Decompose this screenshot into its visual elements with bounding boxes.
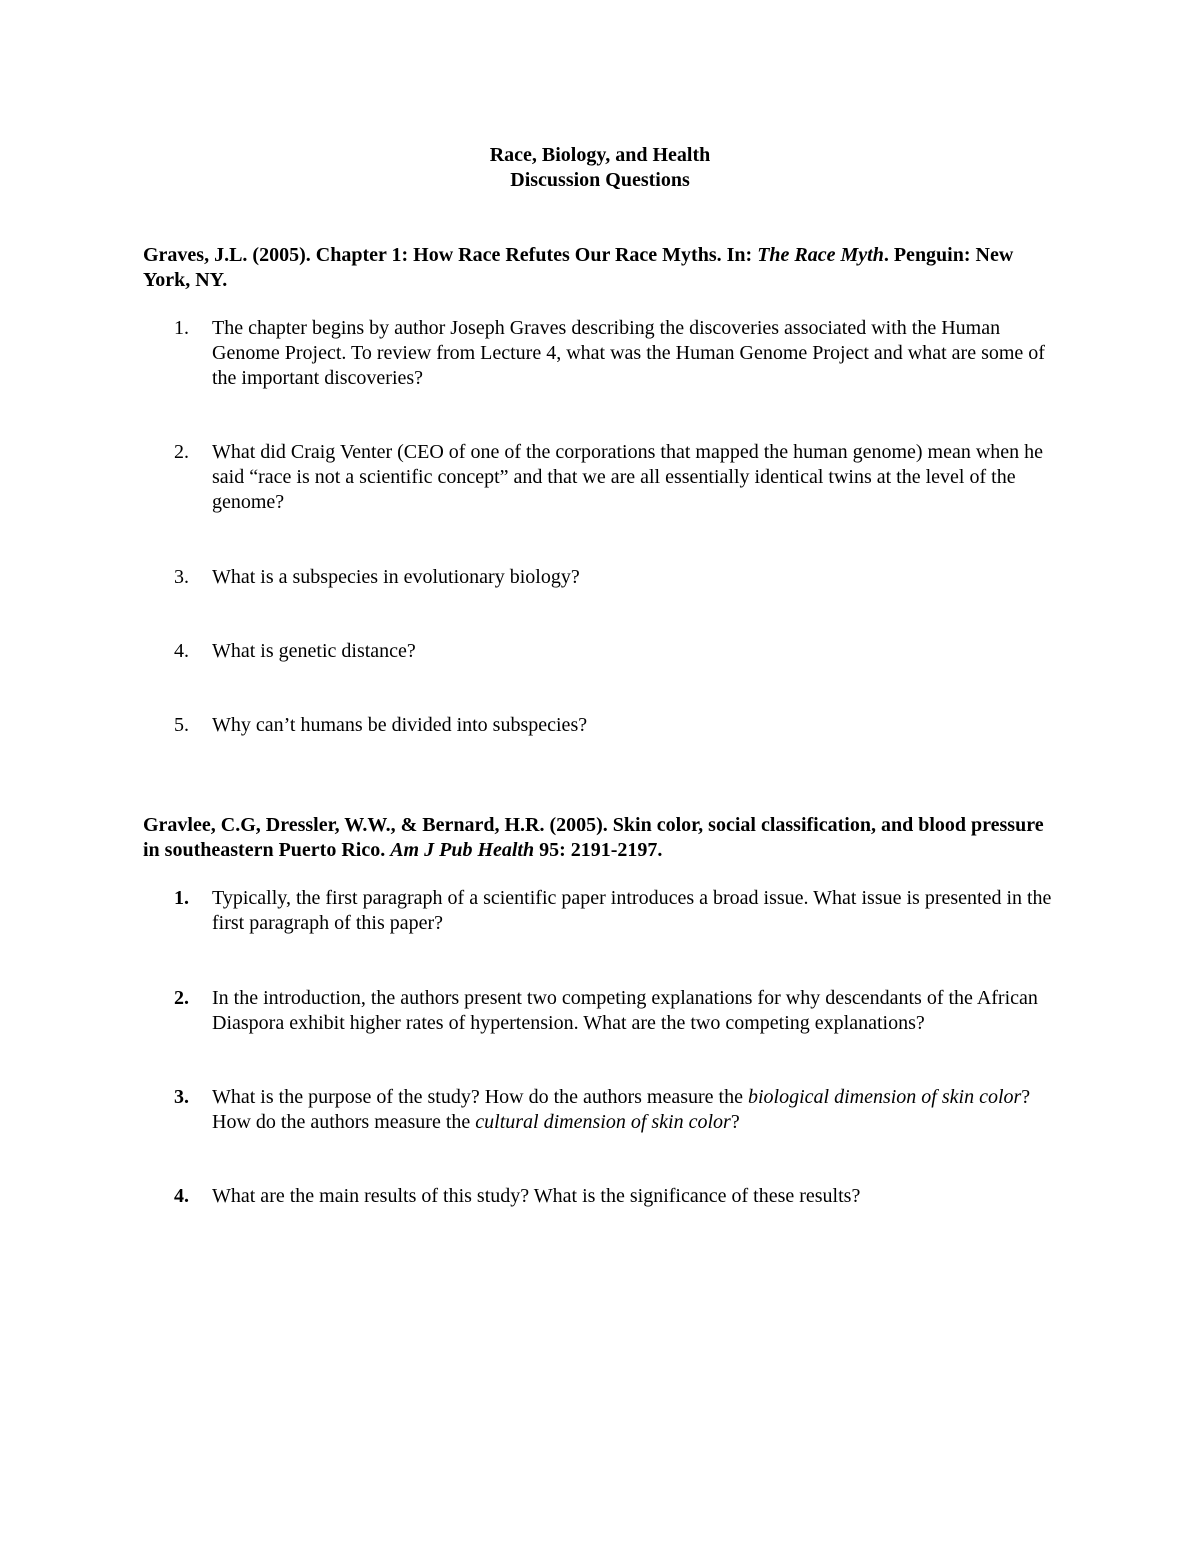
citation-graves-book-title: The Race Myth	[757, 244, 884, 266]
question-text-part: ?	[730, 1111, 740, 1133]
question-number: 1.	[174, 887, 189, 909]
citation-gravlee-part1: Gravlee, C.G, Dressler, W.W., & Bernard, H.R. (2005). Skin color, social classification, and blood pressure in southeastern Puerto Rico.	[143, 814, 1044, 861]
question-number: 2.	[174, 441, 189, 463]
question-number: 4.	[174, 640, 189, 662]
question-number: 3.	[174, 566, 189, 588]
citation-gravlee-journal: Am J Pub Health	[390, 839, 535, 861]
question-text: Why can’t humans be divided into subspecies?	[212, 714, 588, 736]
question-text: The chapter begins by author Joseph Graves describing the discoveries associated with the Human Genome Project. To review from Lecture 4, what was the Human Genome Project and what are some of the important discoveries?	[212, 317, 1045, 389]
document-subtitle: Discussion Questions	[510, 169, 690, 191]
question-text: Typically, the first paragraph of a scientific paper introduces a broad issue. What issue is presented in the first paragraph of this paper?	[212, 887, 1052, 934]
citation-graves	[143, 243, 1053, 293]
citation-graves-part2: . Penguin: New York, NY.	[143, 244, 1014, 291]
question-number: 5.	[174, 714, 189, 736]
citation-gravlee-part2: 95: 2191-2197.	[534, 839, 663, 861]
question-2-2	[143, 986, 1063, 1036]
document-title: Race, Biology, and Health	[489, 144, 711, 166]
question-number: 3.	[174, 1086, 189, 1108]
question-text: What is a subspecies in evolutionary biology?	[212, 566, 580, 588]
question-1-1	[143, 316, 1063, 391]
citation-graves-part1: Graves, J.L. (2005). Chapter 1: How Race Refutes Our Race Myths. In:	[143, 244, 758, 266]
question-text-part: What is the purpose of the study? How do the authors measure the	[212, 1086, 748, 1108]
citation-gravlee	[143, 813, 1053, 863]
question-text: In the introduction, the authors present two competing explanations for why descendants of the African Diaspora exhibit higher rates of hypertension. What are the two competing explanations?	[212, 987, 1038, 1034]
question-text: What are the main results of this study? What is the significance of these results?	[212, 1185, 861, 1207]
question-number: 4.	[174, 1185, 189, 1207]
question-text: What is genetic distance?	[212, 640, 416, 662]
question-italic-term: cultural dimension of skin color	[475, 1111, 731, 1133]
question-text	[212, 1085, 1063, 1135]
question-italic-term: biological dimension of skin color	[747, 1086, 1022, 1108]
question-1-5	[143, 713, 1063, 738]
question-2-3	[143, 1085, 1063, 1135]
title-block	[0, 143, 1200, 193]
question-1-2	[143, 440, 1063, 515]
question-2-1	[143, 886, 1063, 936]
question-1-4	[143, 639, 1063, 664]
question-1-3	[143, 565, 1063, 590]
question-2-4	[143, 1184, 1063, 1209]
question-text-part: ? How do the authors measure the	[212, 1086, 1031, 1133]
question-number: 1.	[174, 317, 189, 339]
question-number: 2.	[174, 987, 189, 1009]
question-text: What did Craig Venter (CEO of one of the corporations that mapped the human genome) mean when he said “race is not a scientific concept” and that we are all essentially identical twins at the level of the genome?	[212, 441, 1044, 513]
